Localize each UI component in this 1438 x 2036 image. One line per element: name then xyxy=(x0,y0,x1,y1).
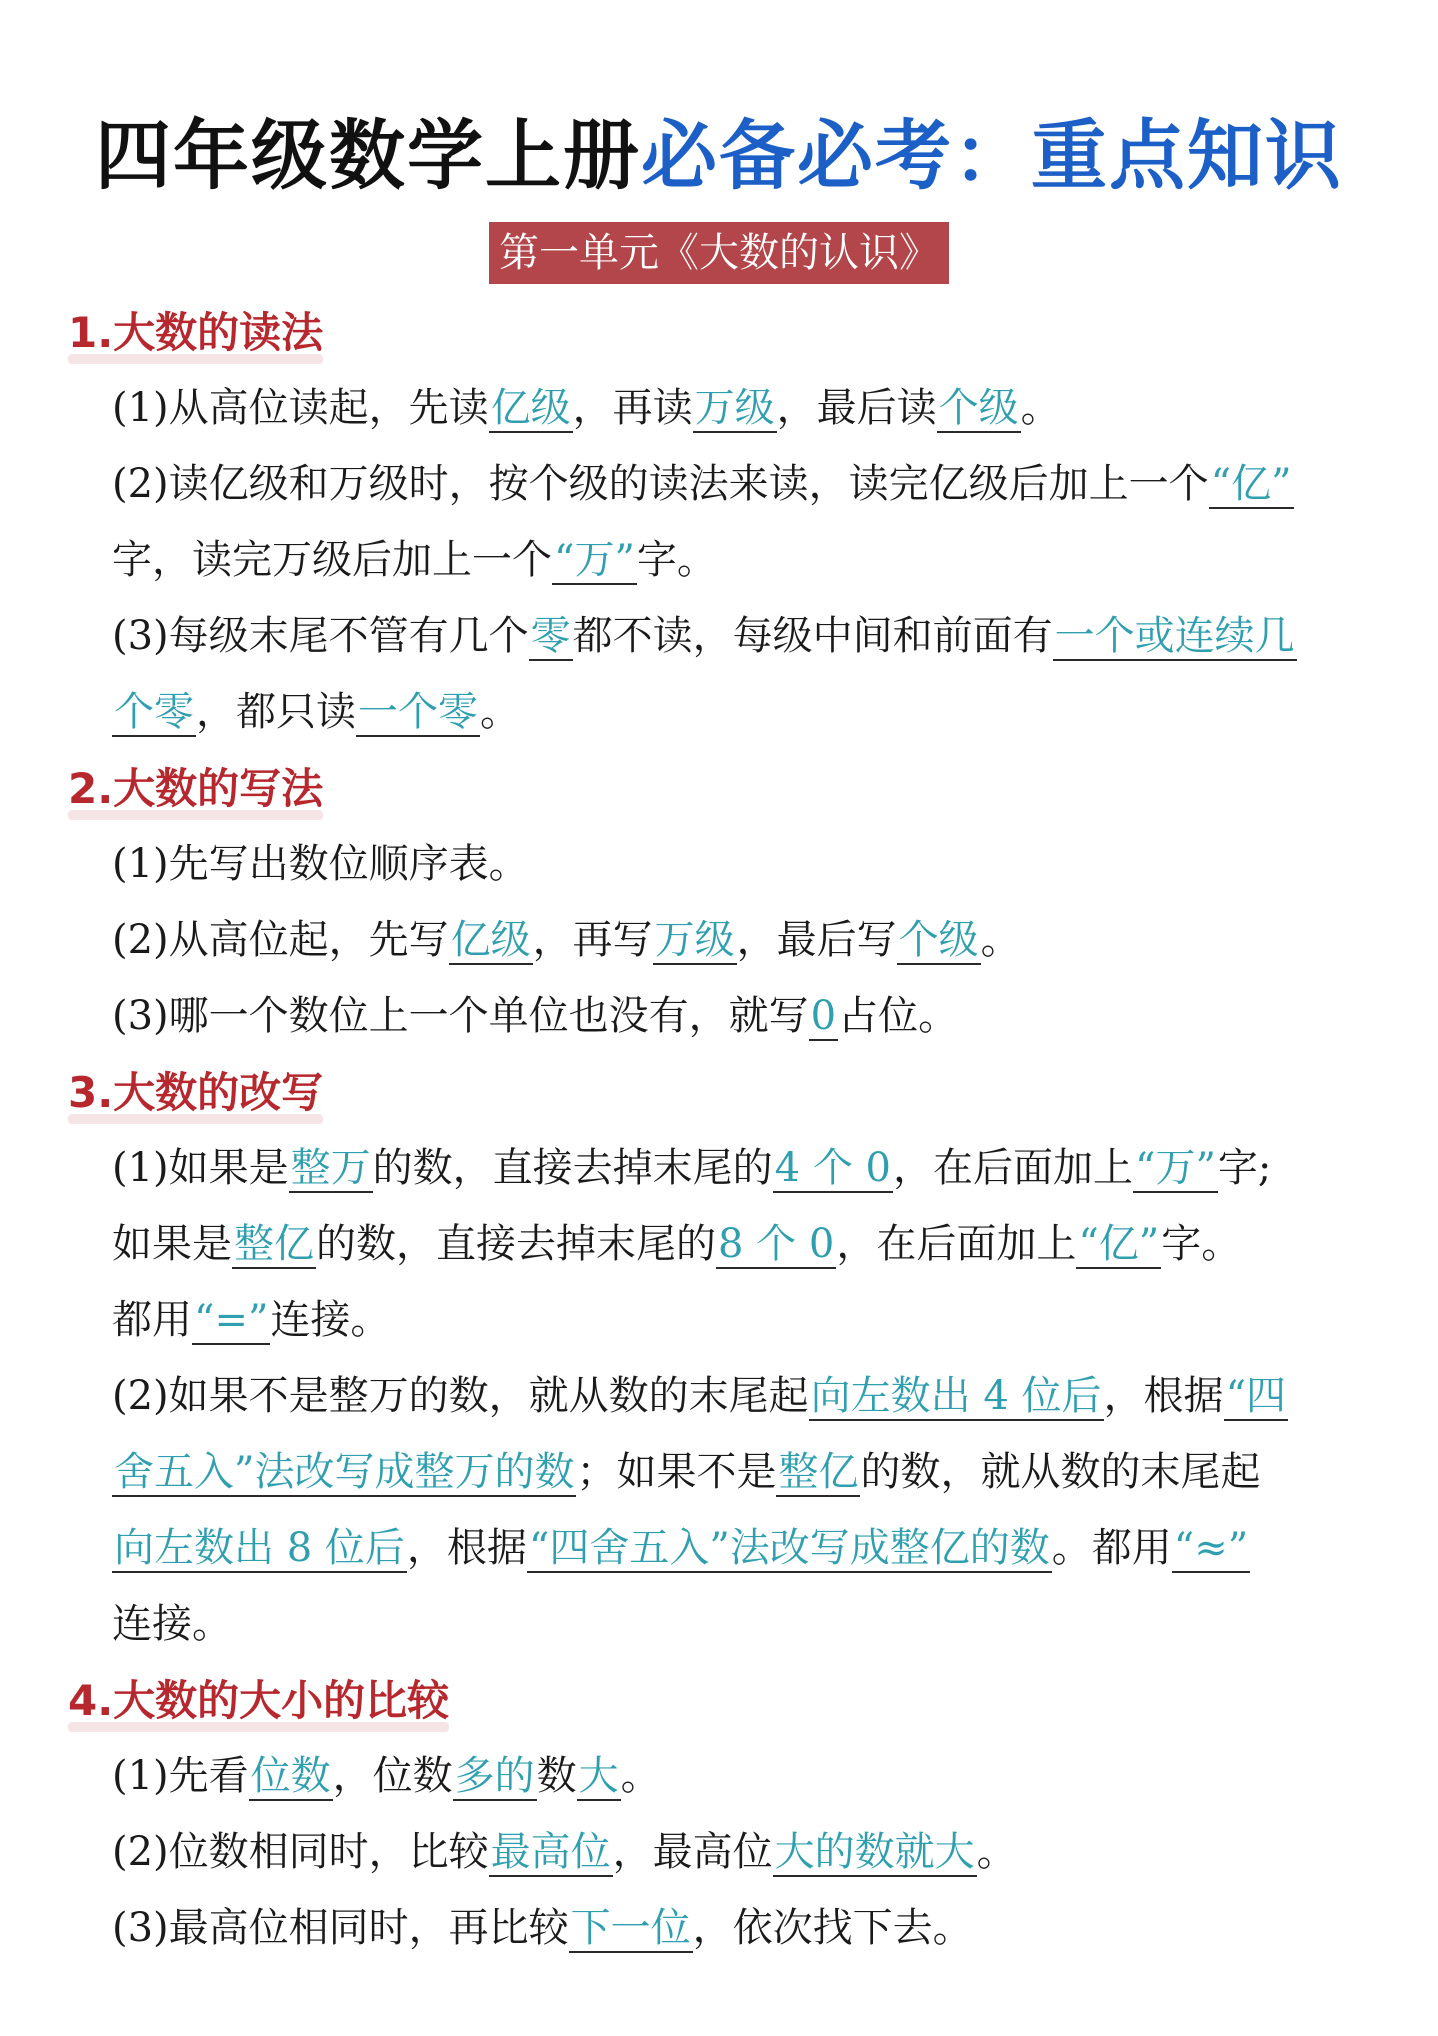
answer-blank: 大 xyxy=(578,1753,619,1799)
text-segment: ，最后读 xyxy=(776,385,937,431)
unit-banner: 第一单元《大数的认识》 xyxy=(489,222,949,284)
answer-blank: “亿” xyxy=(1210,461,1292,507)
text-segment: 。 xyxy=(620,1753,661,1799)
answer-blank: “万” xyxy=(554,537,635,583)
text-segment: 数 xyxy=(536,1753,577,1799)
s3-line-4 xyxy=(112,1358,1288,1434)
answer-blank: 8 个 0 xyxy=(718,1221,835,1267)
answer-blank: 最高位 xyxy=(490,1829,611,1875)
title-part-2: 必备必考：重点知识 xyxy=(641,111,1343,200)
s1-line-3 xyxy=(112,522,717,598)
answer-blank: 亿级 xyxy=(490,385,571,431)
answer-blank: 大的数就大 xyxy=(774,1829,975,1875)
text-segment: 。 xyxy=(1020,385,1061,431)
text-segment: (2)位数相同时，比较 xyxy=(112,1829,489,1875)
answer-blank: 向左数出 8 位后 xyxy=(114,1525,405,1571)
text-segment: ，再写 xyxy=(532,917,653,963)
answer-blank: 一个零 xyxy=(358,689,478,735)
s4-line-1 xyxy=(112,1738,661,1814)
text-segment: (2)读亿级和万级时，按个级的读法来读，读完亿级后加上一个 xyxy=(112,461,1209,507)
answer-blank: “=” xyxy=(194,1297,269,1343)
section-heading-1: 1.大数的读法 xyxy=(68,300,323,360)
text-segment: 字; xyxy=(1217,1145,1272,1191)
s3-line-1 xyxy=(112,1130,1271,1206)
text-segment: 都不读，每级中间和前面有 xyxy=(572,613,1053,659)
section-heading-3: 3.大数的改写 xyxy=(68,1060,323,1120)
answer-blank: 整亿 xyxy=(778,1449,859,1495)
text-segment: 的数，直接去掉末尾的 xyxy=(372,1145,773,1191)
text-segment: 字。 xyxy=(1161,1221,1242,1267)
text-segment: ，位数 xyxy=(332,1753,453,1799)
text-segment: (1)先写出数位顺序表。 xyxy=(112,841,529,887)
answer-blank: 向左数出 4 位后 xyxy=(810,1373,1102,1419)
answer-blank: 舍五入”法改写成整万的数 xyxy=(114,1449,575,1495)
answer-blank: 位数 xyxy=(250,1753,331,1799)
s2-line-1 xyxy=(112,826,529,902)
text-segment: ，在后面加上 xyxy=(836,1221,1077,1267)
text-segment: (3)哪一个数位上一个单位也没有，就写 xyxy=(112,993,809,1039)
text-segment: 。 xyxy=(980,917,1021,963)
answer-blank: “四 xyxy=(1225,1373,1287,1419)
text-segment: 占位。 xyxy=(838,993,959,1039)
section-heading-2: 2.大数的写法 xyxy=(68,756,323,816)
answer-blank: 零 xyxy=(530,613,571,659)
text-segment: (3)每级末尾不管有几个 xyxy=(112,613,529,659)
answer-blank: 个级 xyxy=(898,917,979,963)
answer-blank: 整万 xyxy=(290,1145,371,1191)
answer-blank: “四舍五入”法改写成整亿的数 xyxy=(528,1525,1050,1571)
answer-blank: 下一位 xyxy=(570,1905,691,1951)
text-segment: 。都用 xyxy=(1051,1525,1172,1571)
text-segment: 连接。 xyxy=(112,1601,232,1647)
section-heading-4: 4.大数的大小的比较 xyxy=(68,1668,449,1728)
text-segment: (1)从高位读起，先读 xyxy=(112,385,489,431)
text-segment: 如果是 xyxy=(112,1221,232,1267)
s3-line-3 xyxy=(112,1282,390,1358)
text-segment: 的数，就从数的末尾起 xyxy=(860,1449,1261,1495)
answer-blank: 多的 xyxy=(454,1753,535,1799)
s4-line-3 xyxy=(112,1890,973,1966)
text-segment: 。 xyxy=(976,1829,1017,1875)
text-segment: 字。 xyxy=(636,537,717,583)
s1-line-4 xyxy=(112,598,1297,674)
text-segment: 字，读完万级后加上一个 xyxy=(112,537,552,583)
answer-blank: 个级 xyxy=(938,385,1019,431)
text-segment: (1)如果是 xyxy=(112,1145,289,1191)
page-title xyxy=(0,95,1438,204)
s1-line-5 xyxy=(112,674,520,750)
text-segment: ，根据 xyxy=(1103,1373,1224,1419)
text-segment: 都用 xyxy=(112,1297,192,1343)
s3-line-2 xyxy=(112,1206,1241,1282)
text-segment: (1)先看 xyxy=(112,1753,249,1799)
s2-line-2 xyxy=(112,902,1021,978)
text-segment: (2)如果不是整万的数，就从数的末尾起 xyxy=(112,1373,809,1419)
text-segment: 。 xyxy=(480,689,520,735)
answer-blank: 整亿 xyxy=(234,1221,314,1267)
text-segment: ，再读 xyxy=(572,385,693,431)
s3-line-6 xyxy=(112,1510,1250,1586)
answer-blank: “亿” xyxy=(1078,1221,1160,1267)
text-segment: (2)从高位起，先写 xyxy=(112,917,449,963)
text-segment: 的数，直接去掉末尾的 xyxy=(316,1221,716,1267)
text-segment: ，根据 xyxy=(406,1525,527,1571)
text-segment: ，依次找下去。 xyxy=(692,1905,973,1951)
s1-line-2 xyxy=(112,446,1294,522)
text-segment: 连接。 xyxy=(270,1297,391,1343)
text-segment: ；如果不是 xyxy=(576,1449,777,1495)
answer-blank: “≈” xyxy=(1173,1525,1249,1571)
text-segment: (3)最高位相同时，再比较 xyxy=(112,1905,569,1951)
text-segment: ，都只读 xyxy=(196,689,356,735)
answer-blank: 亿级 xyxy=(450,917,531,963)
s4-line-2 xyxy=(112,1814,1017,1890)
answer-blank: “万” xyxy=(1135,1145,1216,1191)
answer-blank: 万级 xyxy=(654,917,735,963)
s2-line-3 xyxy=(112,978,958,1054)
s3-line-5 xyxy=(112,1434,1260,1510)
text-segment: ，最后写 xyxy=(736,917,897,963)
answer-blank: 一个或连续几 xyxy=(1054,613,1295,659)
answer-blank: 个零 xyxy=(114,689,194,735)
text-segment: ，在后面加上 xyxy=(893,1145,1133,1191)
text-segment: ，最高位 xyxy=(612,1829,773,1875)
s1-line-1 xyxy=(112,370,1061,446)
title-part-1: 四年级数学上册 xyxy=(95,111,641,200)
s3-line-7 xyxy=(112,1586,232,1662)
answer-blank: 万级 xyxy=(694,385,775,431)
answer-blank: 4 个 0 xyxy=(774,1145,891,1191)
answer-blank: 0 xyxy=(810,993,837,1039)
